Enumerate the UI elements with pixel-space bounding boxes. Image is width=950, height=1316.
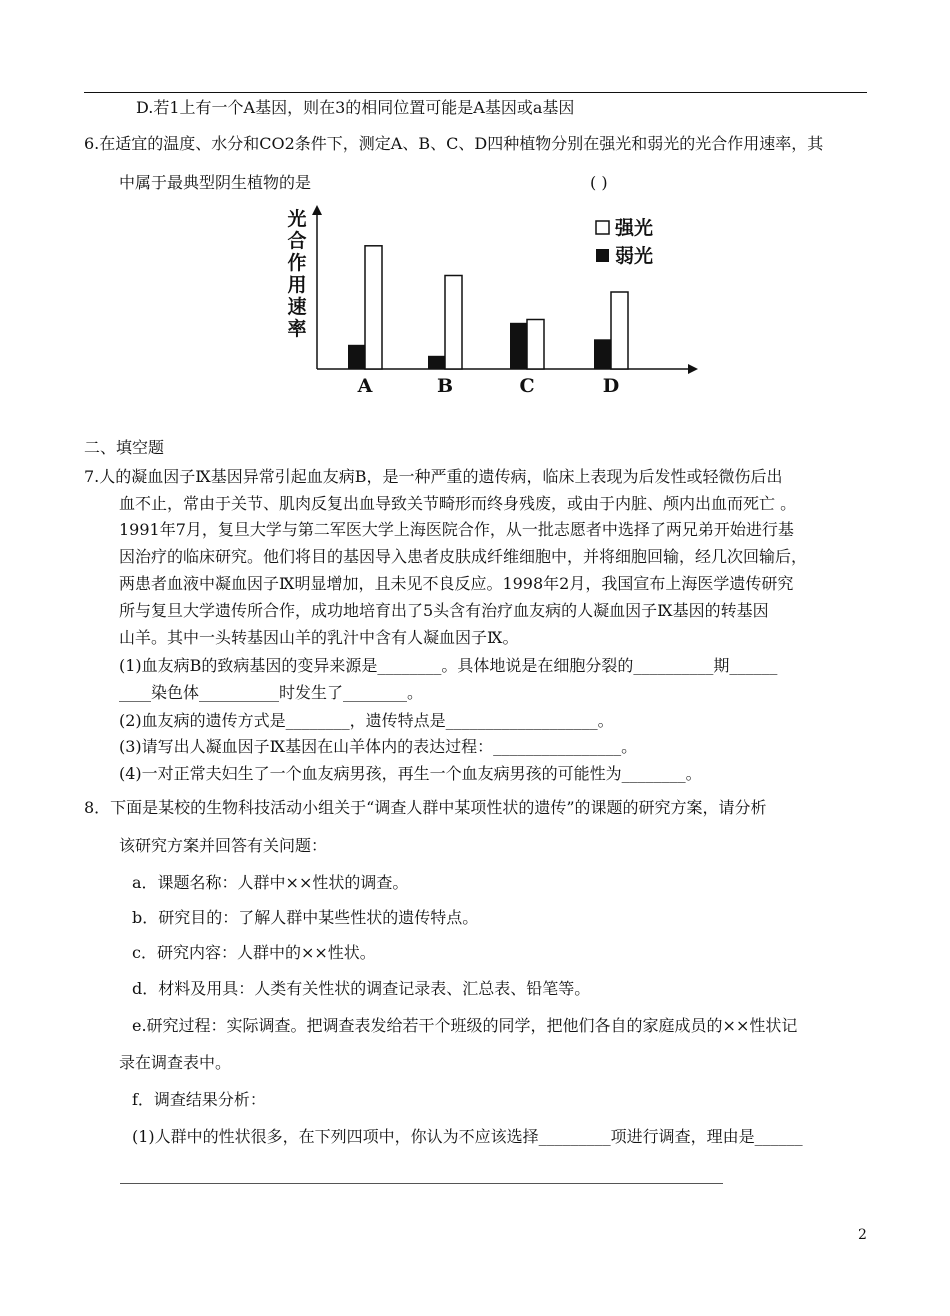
q7-line-3: 1991年7月，复旦大学与第二军医大学上海医院合作，从一批志愿者中选择了两兄弟开始进行基 bbox=[119, 520, 794, 539]
legend bbox=[596, 216, 653, 267]
section-title: 二、填空题 bbox=[84, 438, 165, 457]
y-axis-label-char: 用 bbox=[287, 274, 307, 296]
answer-line bbox=[120, 1183, 723, 1184]
q6-text-line-1: 6.在适宜的温度、水分和CO2条件下，测定A、B、C、D四种植物分别在强光和弱光的光合作用速率，其 bbox=[84, 134, 824, 153]
q7-sub1-line-1: (1)血友病B的致病基因的变异来源是________。具体地说是在细胞分裂的__________期______ bbox=[119, 656, 778, 675]
x-tick-labels bbox=[357, 375, 620, 397]
q7-sub3: (3)请写出人凝血因子Ⅸ基因在山羊体内的表达过程：________________。 bbox=[119, 737, 638, 756]
q7-line-7: 山羊。其中一头转基因山羊的乳汁中含有人凝血因子Ⅸ。 bbox=[119, 628, 519, 647]
q8-item-b: b．研究目的：了解人群中某些性状的遗传特点。 bbox=[132, 908, 479, 927]
legend-swatch-strong-light bbox=[596, 221, 609, 234]
x-axis-arrow bbox=[688, 364, 698, 374]
q8-line-1: 8．下面是某校的生物科技活动小组关于“调查人群中某项性状的遗传”的课题的研究方案，请分析 bbox=[84, 798, 767, 817]
y-axis-label-char: 率 bbox=[287, 318, 307, 340]
y-axis-label-char: 作 bbox=[287, 252, 307, 274]
x-tick-label-a: A bbox=[357, 375, 373, 397]
bar-d-weak-light bbox=[594, 339, 611, 369]
q6-answer-blank: ( ) bbox=[590, 173, 608, 192]
y-axis-label-char: 合 bbox=[287, 230, 307, 252]
q8-item-e-line-1: e.研究过程：实际调查。把调查表发给若干个班级的同学，把他们各自的家庭成员的××性状记 bbox=[132, 1016, 798, 1035]
q7-line-2: 血不止，常由于关节、肌肉反复出血导致关节畸形而终身残废，或由于内脏、颅内出血而死亡 。 bbox=[119, 494, 797, 513]
q7-sub1-line-2: ____染色体__________时发生了________。 bbox=[119, 683, 424, 702]
q8-item-c: c．研究内容：人群中的××性状。 bbox=[132, 943, 376, 962]
header-rule bbox=[84, 92, 867, 93]
y-axis-label-char: 光 bbox=[287, 208, 307, 230]
q7-sub4: (4)一对正常夫妇生了一个血友病男孩，再生一个血友病男孩的可能性为________。 bbox=[119, 764, 702, 783]
bar-a-strong-light bbox=[365, 246, 382, 369]
q5-option-d: D.若1上有一个A基因，则在3的相同位置可能是A基因或a基因 bbox=[136, 98, 575, 117]
bar-a-weak-light bbox=[348, 345, 365, 369]
legend-swatch-weak-light bbox=[596, 249, 609, 262]
q8-item-e-line-2: 录在调查表中。 bbox=[119, 1053, 232, 1072]
bar-d-strong-light bbox=[611, 292, 628, 369]
q8-item-f: f．调查结果分析： bbox=[132, 1090, 266, 1109]
bars-group bbox=[348, 246, 628, 369]
page-number: 2 bbox=[858, 1227, 867, 1243]
x-tick-label-d: D bbox=[602, 375, 620, 397]
x-tick-label-c: C bbox=[519, 375, 535, 397]
y-axis-arrow bbox=[312, 205, 322, 215]
bar-b-weak-light bbox=[428, 356, 445, 369]
q8-sub1: (1)人群中的性状很多，在下列四项中，你认为不应该选择_________项进行调查，理由是______ bbox=[132, 1127, 803, 1146]
q8-line-2: 该研究方案并回答有关问题： bbox=[119, 836, 328, 855]
bar-c-weak-light bbox=[510, 323, 527, 369]
q8-item-a: a．课题名称：人群中××性状的调查。 bbox=[132, 873, 409, 892]
q8-item-d: d．材料及用具：人类有关性状的调查记录表、汇总表、铅笔等。 bbox=[132, 979, 591, 998]
q7-line-4: 因治疗的临床研究。他们将目的基因导入患者皮肤成纤维细胞中，并将细胞回输，经几次回输后， bbox=[119, 547, 808, 566]
y-axis-label-char: 速 bbox=[287, 296, 307, 318]
legend-label-strong-light: 强光 bbox=[615, 217, 654, 239]
photosynthesis-bar-chart bbox=[270, 205, 710, 405]
q7-sub2: (2)血友病的遗传方式是________，遗传特点是___________________。 bbox=[119, 711, 614, 730]
bar-b-strong-light bbox=[445, 276, 462, 370]
q6-text-line-2: 中属于最典型阴生植物的是 bbox=[119, 173, 312, 192]
q7-line-5: 两患者血液中凝血因子Ⅸ明显增加，且未见不良反应。1998年2月，我国宣布上海医学遗传研究 bbox=[119, 574, 794, 593]
legend-label-weak-light: 弱光 bbox=[615, 245, 654, 267]
x-tick-label-b: B bbox=[436, 375, 454, 397]
q7-line-1: 7.人的凝血因子Ⅸ基因异常引起血友病B，是一种严重的遗传病，临床上表现为后发性或轻微伤后出 bbox=[84, 467, 783, 486]
q7-line-6: 所与复旦大学遗传所合作，成功地培育出了5头含有治疗血友病的人凝血因子Ⅸ基因的转基因 bbox=[119, 601, 769, 620]
y-axis-label bbox=[287, 207, 306, 340]
bar-c-strong-light bbox=[527, 320, 544, 370]
